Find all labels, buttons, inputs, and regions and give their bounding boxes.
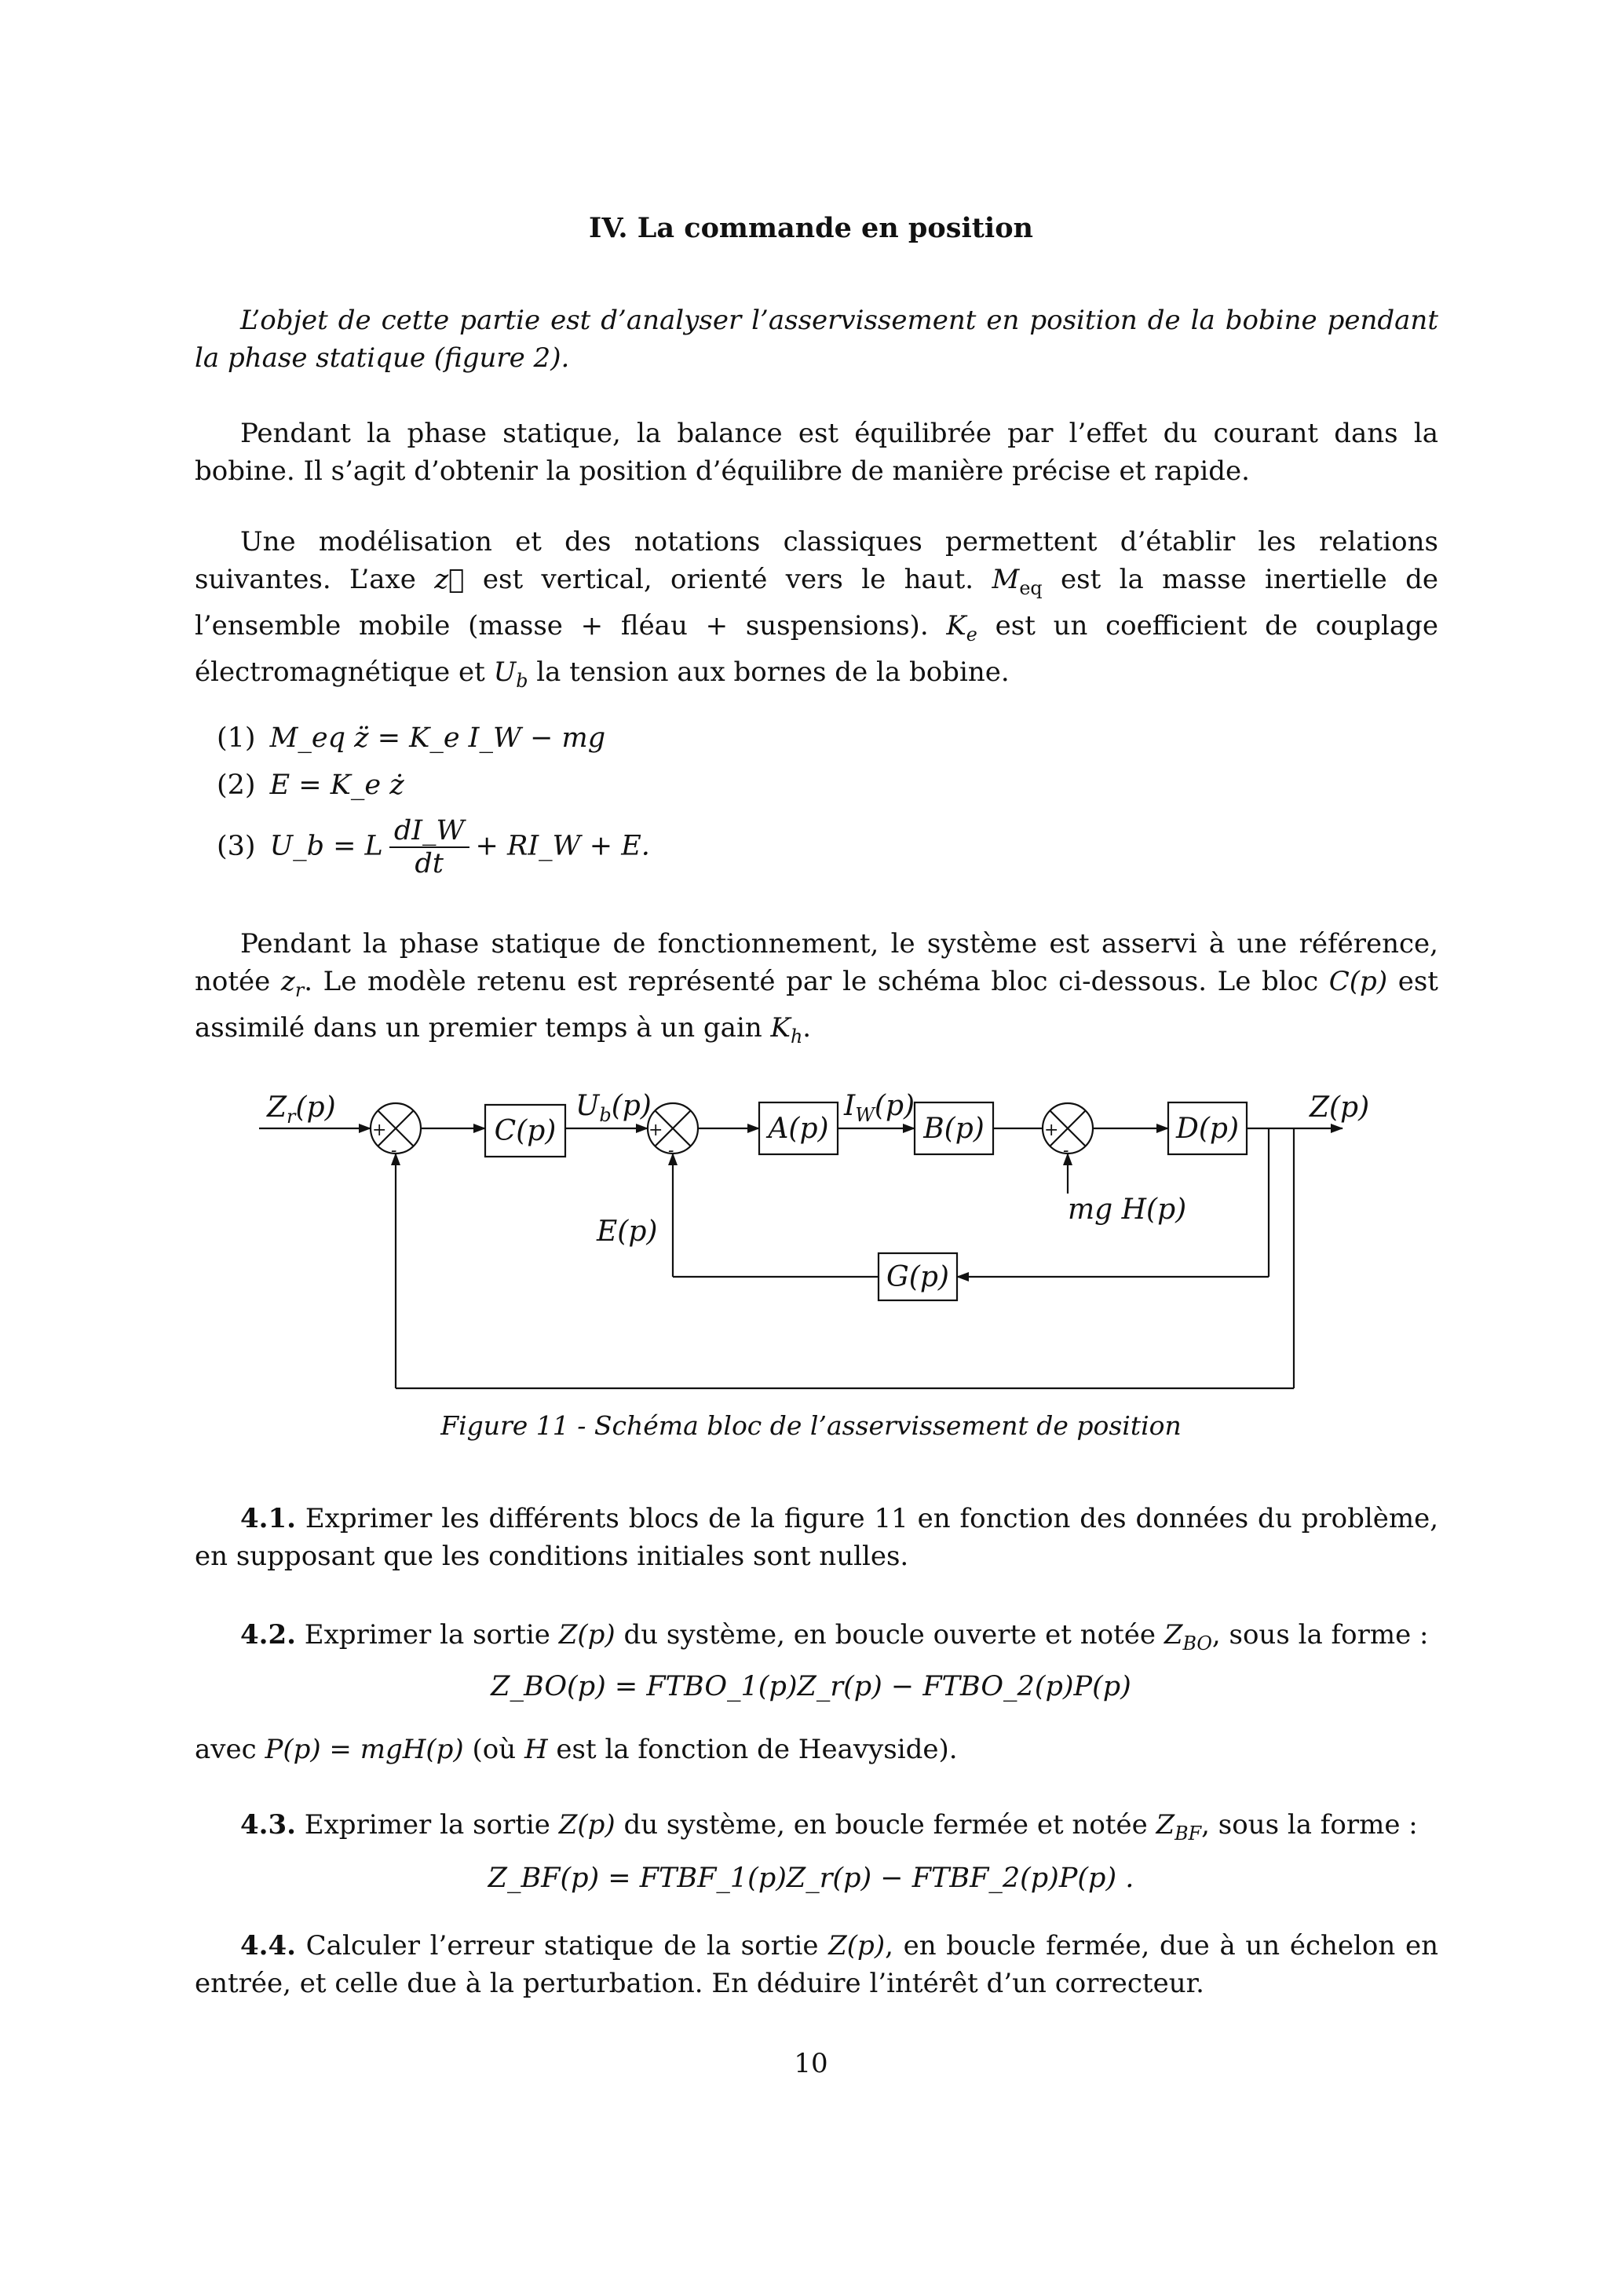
block-a-label: A(p) [768, 1113, 829, 1145]
sign-minus-1: - [391, 1141, 397, 1161]
label-disturbance: mg H(p) [1068, 1194, 1187, 1226]
block-b-label: B(p) [923, 1113, 985, 1145]
page-number: 10 [794, 2048, 828, 2079]
label-e: E(p) [597, 1216, 658, 1248]
equation-zbf: Z_BF(p) = FTBF_1(p)Z_r(p) − FTBF_2(p)P(p) . [488, 1863, 1134, 1894]
equation-2: (2) E = K_e ż [217, 770, 404, 801]
sign-plus-1: + [372, 1121, 387, 1140]
block-c-label: C(p) [494, 1115, 557, 1147]
label-zr: $Z_r(p)$ [267, 1091, 336, 1128]
block-g-label: G(p) [886, 1261, 949, 1293]
label-z-output: Z(p) [1310, 1091, 1370, 1124]
sign-plus-2: + [648, 1121, 663, 1140]
sign-plus-3: + [1044, 1121, 1059, 1140]
question-4-1: 4.1. Exprimer les différents blocs de la figure 11 en fonction des données du problème, en supposant que les conditions initiales sont nulles. [195, 1503, 1438, 1572]
intro-paragraph: L’objet de cette partie est d’analyser l’asservissement en position de la bobine pendant la phase statique (figure 2). [195, 305, 1438, 374]
equation-zbo: Z_BO(p) = FTBO_1(p)Z_r(p) − FTBO_2(p)P(p) [491, 1671, 1131, 1702]
question-4-3: 4.3. Exprimer la sortie Z(p) du système, en boucle fermée et notée $Z_{BF}$, sous la forme : [240, 1809, 1418, 1844]
paragraph-phase-statique: Pendant la phase statique, la balance est équilibrée par l’effet du courant dans la bobine. Il s’agit d’obtenir la position d’équilibre de manière précise et rapide. [195, 418, 1438, 487]
block-d-label: D(p) [1176, 1113, 1239, 1145]
q42-heaviside-note: avec P(p) = mgH(p) (où H est la fonction de Heavyside). [195, 1734, 958, 1765]
question-4-2: 4.2. Exprimer la sortie Z(p) du système, en boucle ouverte et notée $Z_{BO}$, sous la forme : [240, 1619, 1429, 1654]
equation-1: (1) M_eq z̈ = K_e I_W − mg [217, 722, 606, 754]
question-4-4: 4.4. Calculer l’erreur statique de la sortie Z(p), en boucle fermée, due à un échelon en entrée, et celle due à la perturbation. En déduire l’intérêt d’un correcteur. [195, 1930, 1438, 1999]
equation-3: (3) U_b = L $\frac{dI\_W}{dt}$ + RI_W + E. [217, 815, 650, 879]
sign-minus-3: - [1063, 1141, 1069, 1161]
label-ub: $U_b(p)$ [575, 1090, 652, 1126]
sign-minus-2: - [668, 1141, 674, 1161]
paragraph-modelisation: Une modélisation et des notations classiques permettent d’établir les relations suivantes. L’axe z⃗ est vertical, orienté vers le haut. $M_{eq}$ est la masse inertielle de l’ensemble mobile (masse + fléau + suspensions). $K_e$ est un coefficient de couplage électromagnétique et $U_b$ la tension aux bornes de la bobine. [195, 526, 1438, 692]
section-title: IV. La commande en position [589, 212, 1033, 244]
label-iw: $I_W(p)$ [844, 1090, 915, 1126]
figure-caption: Figure 11 - Schéma bloc de l’asservissement de position [440, 1410, 1182, 1441]
paragraph-asservissement: Pendant la phase statique de fonctionnement, le système est asservi à une référence, notée $z_r$. Le modèle retenu est représenté par le schéma bloc ci-dessous. Le bloc C(p) est assimilé dans un premier temps à un gain $K_h$. [195, 928, 1438, 1047]
